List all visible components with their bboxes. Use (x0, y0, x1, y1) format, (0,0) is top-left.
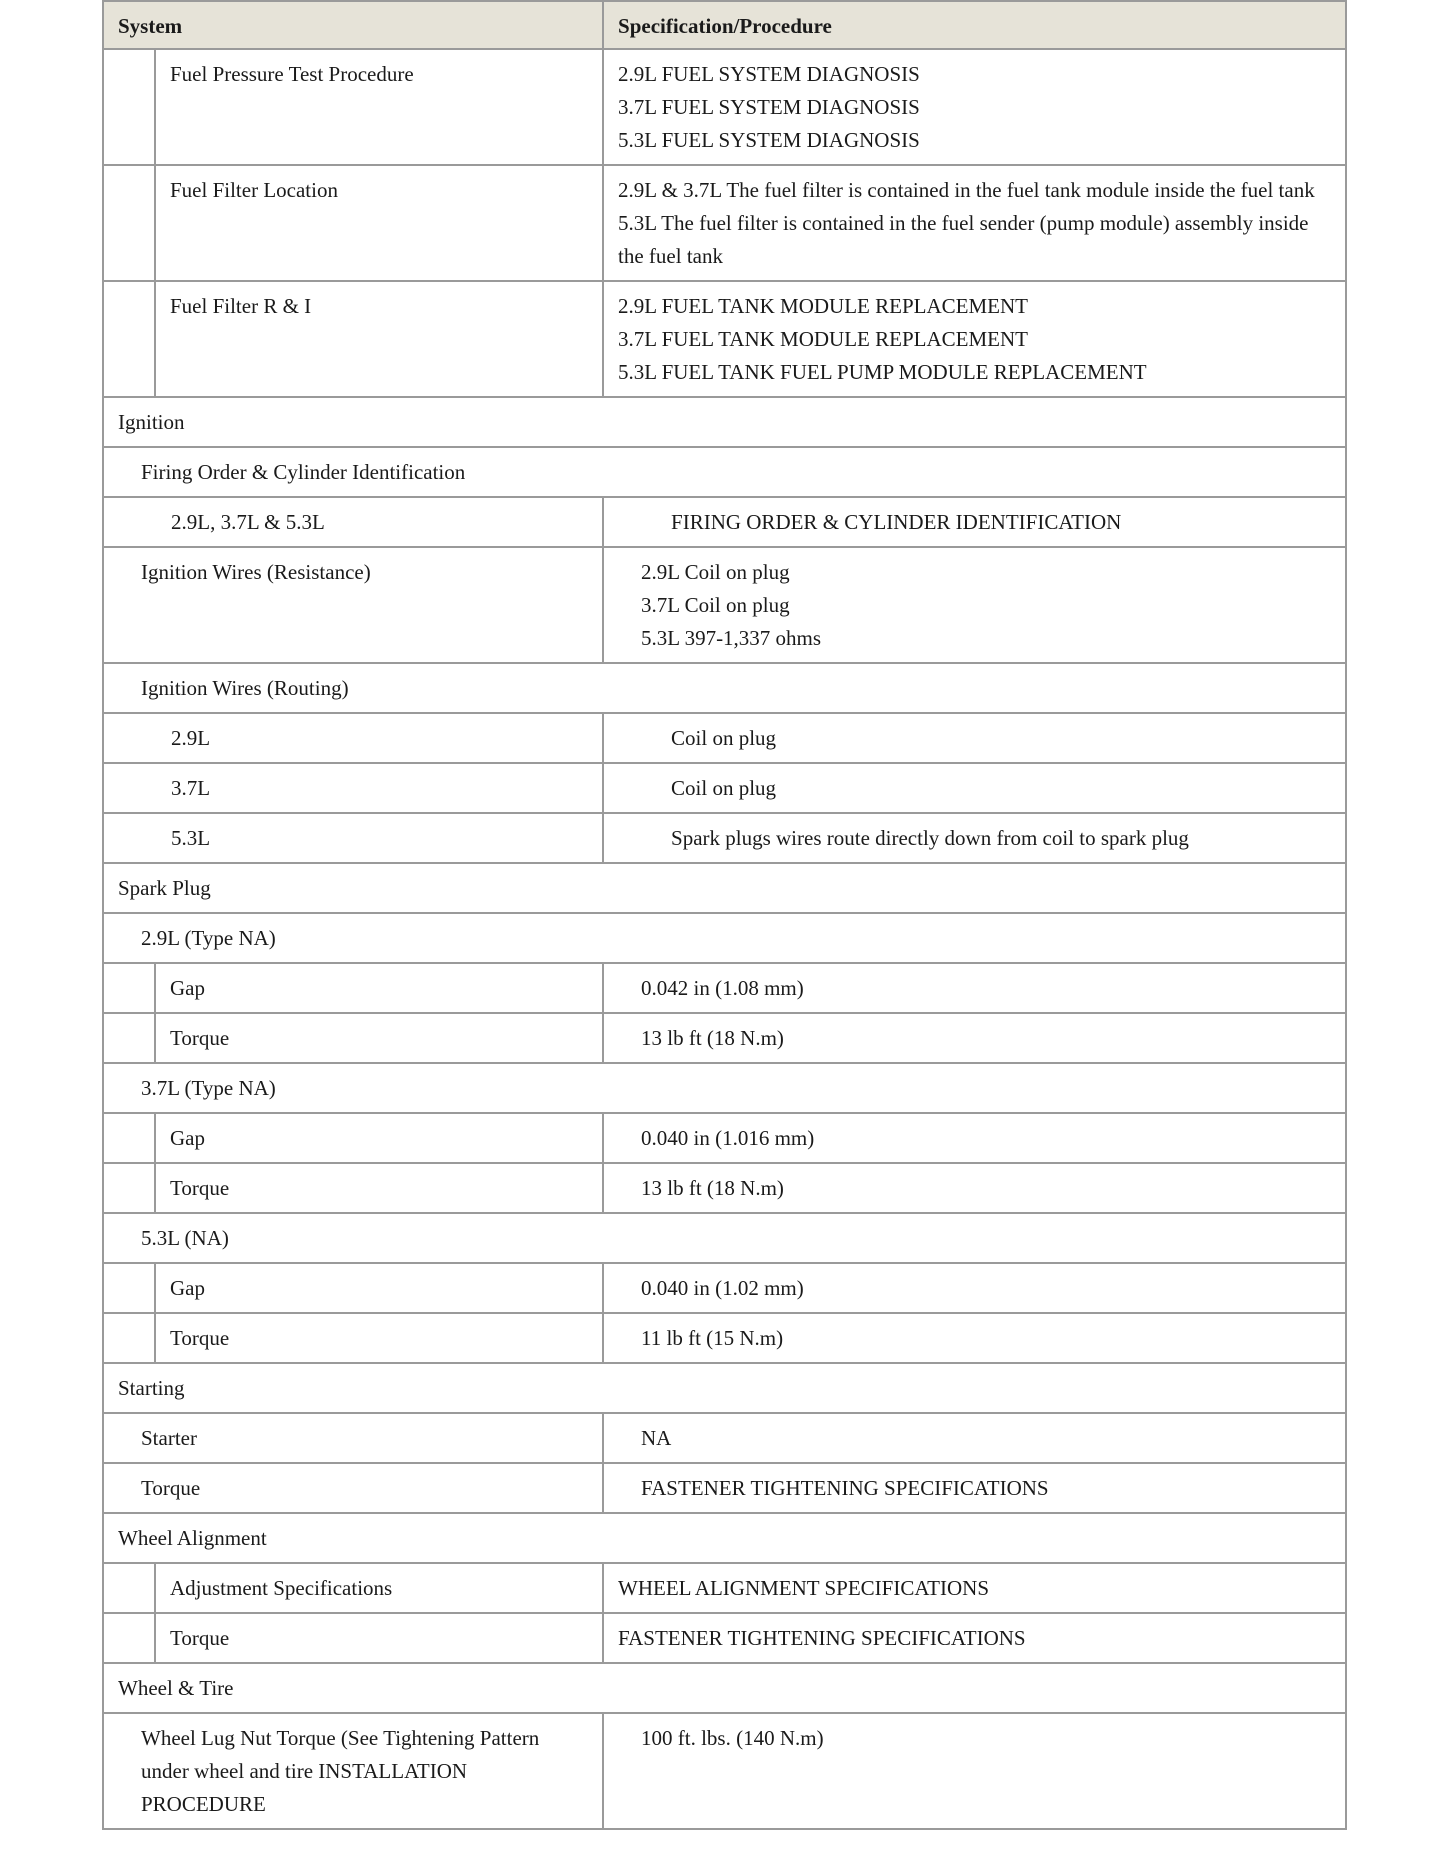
header-row (103, 1, 1346, 49)
system-label: Torque (155, 1313, 603, 1363)
table-row (103, 1013, 1346, 1063)
subsection-heading: 2.9L (Type NA) (103, 913, 1346, 963)
indent-cell (103, 1613, 155, 1663)
spec-line: 3.7L FUEL TANK MODULE REPLACEMENT (618, 327, 1028, 351)
spec-value: 13 lb ft (18 N.m) (603, 1163, 1346, 1213)
subsection-heading: 3.7L (Type NA) (103, 1063, 1346, 1113)
table-row (103, 1113, 1346, 1163)
spec-value (603, 547, 1346, 663)
spec-line: 5.3L The fuel filter is contained in the fuel sender (pump module) assembly inside the fuel tank (618, 211, 1309, 268)
spec-value (603, 165, 1346, 281)
spec-value: 13 lb ft (18 N.m) (603, 1013, 1346, 1063)
spec-value: 0.042 in (1.08 mm) (603, 963, 1346, 1013)
indent-cell (103, 1313, 155, 1363)
system-label: Fuel Pressure Test Procedure (155, 49, 603, 165)
table-row (103, 49, 1346, 165)
system-label: Adjustment Specifications (155, 1563, 603, 1613)
system-label: Fuel Filter Location (155, 165, 603, 281)
subsection-heading: Firing Order & Cylinder Identification (103, 447, 1346, 497)
spec-line: 3.7L Coil on plug (641, 593, 790, 617)
spec-value: Coil on plug (603, 713, 1346, 763)
subsection-row (103, 913, 1346, 963)
system-label: 2.9L, 3.7L & 5.3L (103, 497, 603, 547)
indent-cell (103, 1113, 155, 1163)
indent-cell (103, 281, 155, 397)
table-row (103, 813, 1346, 863)
system-label: 3.7L (103, 763, 603, 813)
indent-cell (103, 963, 155, 1013)
section-heading-wheel-tire: Wheel & Tire (103, 1663, 1346, 1713)
table-row (103, 165, 1346, 281)
table-row (103, 1463, 1346, 1513)
system-label: Gap (155, 963, 603, 1013)
section-row (103, 1513, 1346, 1563)
spec-line: 2.9L FUEL SYSTEM DIAGNOSIS (618, 62, 920, 86)
system-label: 5.3L (103, 813, 603, 863)
section-heading-spark-plug: Spark Plug (103, 863, 1346, 913)
system-label: Fuel Filter R & I (155, 281, 603, 397)
system-label: 2.9L (103, 713, 603, 763)
spec-value: FASTENER TIGHTENING SPECIFICATIONS (603, 1613, 1346, 1663)
indent-cell (103, 1263, 155, 1313)
system-label: Gap (155, 1113, 603, 1163)
spec-line: 5.3L 397-1,337 ohms (641, 626, 822, 650)
spec-value: Coil on plug (603, 763, 1346, 813)
header-system: System (103, 1, 603, 49)
spec-value: FIRING ORDER & CYLINDER IDENTIFICATION (603, 497, 1346, 547)
table-row (103, 1613, 1346, 1663)
system-label: Wheel Lug Nut Torque (See Tightening Pattern under wheel and tire INSTALLATION PROCEDURE (103, 1713, 603, 1829)
spec-line: 5.3L FUEL SYSTEM DIAGNOSIS (618, 128, 920, 152)
table-row (103, 1163, 1346, 1213)
spec-value: NA (603, 1413, 1346, 1463)
table-row (103, 763, 1346, 813)
spec-line: 3.7L FUEL SYSTEM DIAGNOSIS (618, 95, 920, 119)
system-label: Ignition Wires (Resistance) (103, 547, 603, 663)
system-label: Torque (155, 1613, 603, 1663)
section-heading-ignition: Ignition (103, 397, 1346, 447)
system-label: Torque (103, 1463, 603, 1513)
indent-cell (103, 1013, 155, 1063)
indent-cell (103, 1163, 155, 1213)
table-row (103, 1263, 1346, 1313)
spec-value: 0.040 in (1.02 mm) (603, 1263, 1346, 1313)
section-row (103, 1363, 1346, 1413)
table-row (103, 1713, 1346, 1829)
spec-value: 11 lb ft (15 N.m) (603, 1313, 1346, 1363)
table-row (103, 1413, 1346, 1463)
indent-cell (103, 165, 155, 281)
spec-value: Spark plugs wires route directly down from coil to spark plug (603, 813, 1346, 863)
system-label: Gap (155, 1263, 603, 1313)
spec-value (603, 49, 1346, 165)
subsection-heading: 5.3L (NA) (103, 1213, 1346, 1263)
table-row (103, 713, 1346, 763)
table-row (103, 963, 1346, 1013)
spec-value: WHEEL ALIGNMENT SPECIFICATIONS (603, 1563, 1346, 1613)
system-label: Torque (155, 1013, 603, 1063)
indent-cell (103, 1563, 155, 1613)
table-row (103, 547, 1346, 663)
indent-cell (103, 49, 155, 165)
subsection-row (103, 447, 1346, 497)
spec-line: 2.9L & 3.7L The fuel filter is contained in the fuel tank module inside the fuel tank (618, 178, 1315, 202)
table-row (103, 1563, 1346, 1613)
section-heading-starting: Starting (103, 1363, 1346, 1413)
section-row (103, 397, 1346, 447)
system-label: Torque (155, 1163, 603, 1213)
spec-line: 2.9L FUEL TANK MODULE REPLACEMENT (618, 294, 1028, 318)
subsection-row (103, 663, 1346, 713)
section-row (103, 1663, 1346, 1713)
subsection-row (103, 1213, 1346, 1263)
spec-table (102, 0, 1347, 1830)
table-row (103, 1313, 1346, 1363)
spec-value: 100 ft. lbs. (140 N.m) (603, 1713, 1346, 1829)
table-row (103, 281, 1346, 397)
header-spec: Specification/Procedure (603, 1, 1346, 49)
subsection-heading: Ignition Wires (Routing) (103, 663, 1346, 713)
section-row (103, 863, 1346, 913)
system-label: Starter (103, 1413, 603, 1463)
spec-value (603, 281, 1346, 397)
spec-line: 2.9L Coil on plug (641, 560, 790, 584)
spec-value: 0.040 in (1.016 mm) (603, 1113, 1346, 1163)
spec-value: FASTENER TIGHTENING SPECIFICATIONS (603, 1463, 1346, 1513)
section-heading-wheel-alignment: Wheel Alignment (103, 1513, 1346, 1563)
table-row (103, 497, 1346, 547)
spec-line: 5.3L FUEL TANK FUEL PUMP MODULE REPLACEMENT (618, 360, 1147, 384)
subsection-row (103, 1063, 1346, 1113)
